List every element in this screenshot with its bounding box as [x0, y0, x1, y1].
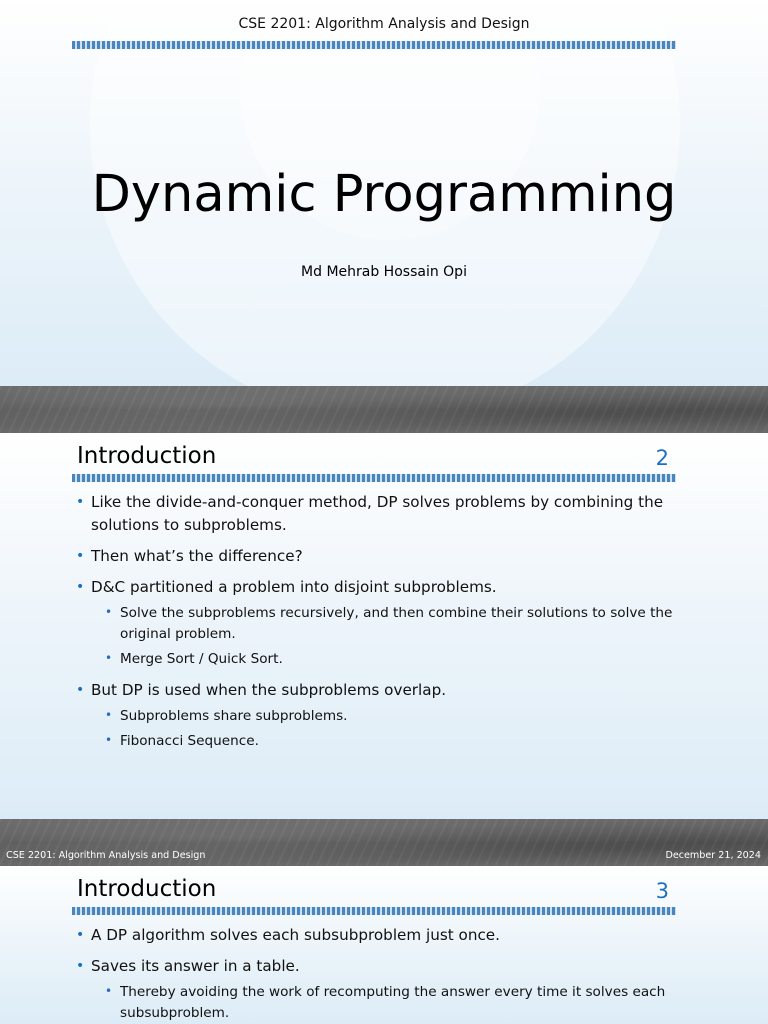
- page-number: 3: [655, 879, 669, 903]
- bullet-item: • D&C partitioned a problem into disjoint subproblems.: [76, 576, 676, 599]
- bullet-item: • But DP is used when the subproblems overlap.: [76, 679, 676, 702]
- header-stripe: [72, 474, 676, 482]
- page-number: 2: [655, 446, 669, 470]
- bullet-list: [76, 924, 676, 1024]
- header-stripe: [72, 41, 676, 49]
- sub-bullet-item: • Subproblems share subproblems.: [105, 706, 676, 727]
- slide-title: Dynamic Programming: [91, 165, 677, 224]
- title-slide: [0, 0, 768, 386]
- slide-divider-band: [0, 386, 768, 433]
- bullet-item: • Saves its answer in a table.: [76, 955, 676, 978]
- slide-footer-band: [0, 819, 768, 866]
- sub-bullet-item: • Merge Sort / Quick Sort.: [105, 649, 676, 670]
- footer-course: CSE 2201: Algorithm Analysis and Design: [6, 850, 206, 861]
- sub-bullet-item: • Fibonacci Sequence.: [105, 731, 676, 752]
- bullet-item: • Then what’s the difference?: [76, 545, 676, 568]
- course-title: CSE 2201: Algorithm Analysis and Design: [238, 16, 530, 32]
- slide-heading: Introduction: [77, 443, 217, 469]
- footer-date: December 21, 2024: [665, 850, 761, 861]
- bullet-list: [76, 491, 676, 757]
- sub-bullet-item: • Solve the subproblems recursively, and then combine their solutions to solve the original problem.: [105, 603, 676, 644]
- bullet-item: • A DP algorithm solves each subsubproblem just once.: [76, 924, 676, 947]
- author-name: Md Mehrab Hossain Opi: [301, 264, 467, 280]
- bullet-item: • Like the divide-and-conquer method, DP solves problems by combining the solutions to subproblems.: [76, 491, 676, 537]
- slide-heading: Introduction: [77, 876, 217, 902]
- header-stripe: [72, 907, 676, 915]
- slide-introduction: [0, 433, 768, 819]
- slide-introduction-continued: [0, 866, 768, 1024]
- sub-bullet-item: • Thereby avoiding the work of recomputing the answer every time it solves each subsubproblem.: [105, 982, 676, 1023]
